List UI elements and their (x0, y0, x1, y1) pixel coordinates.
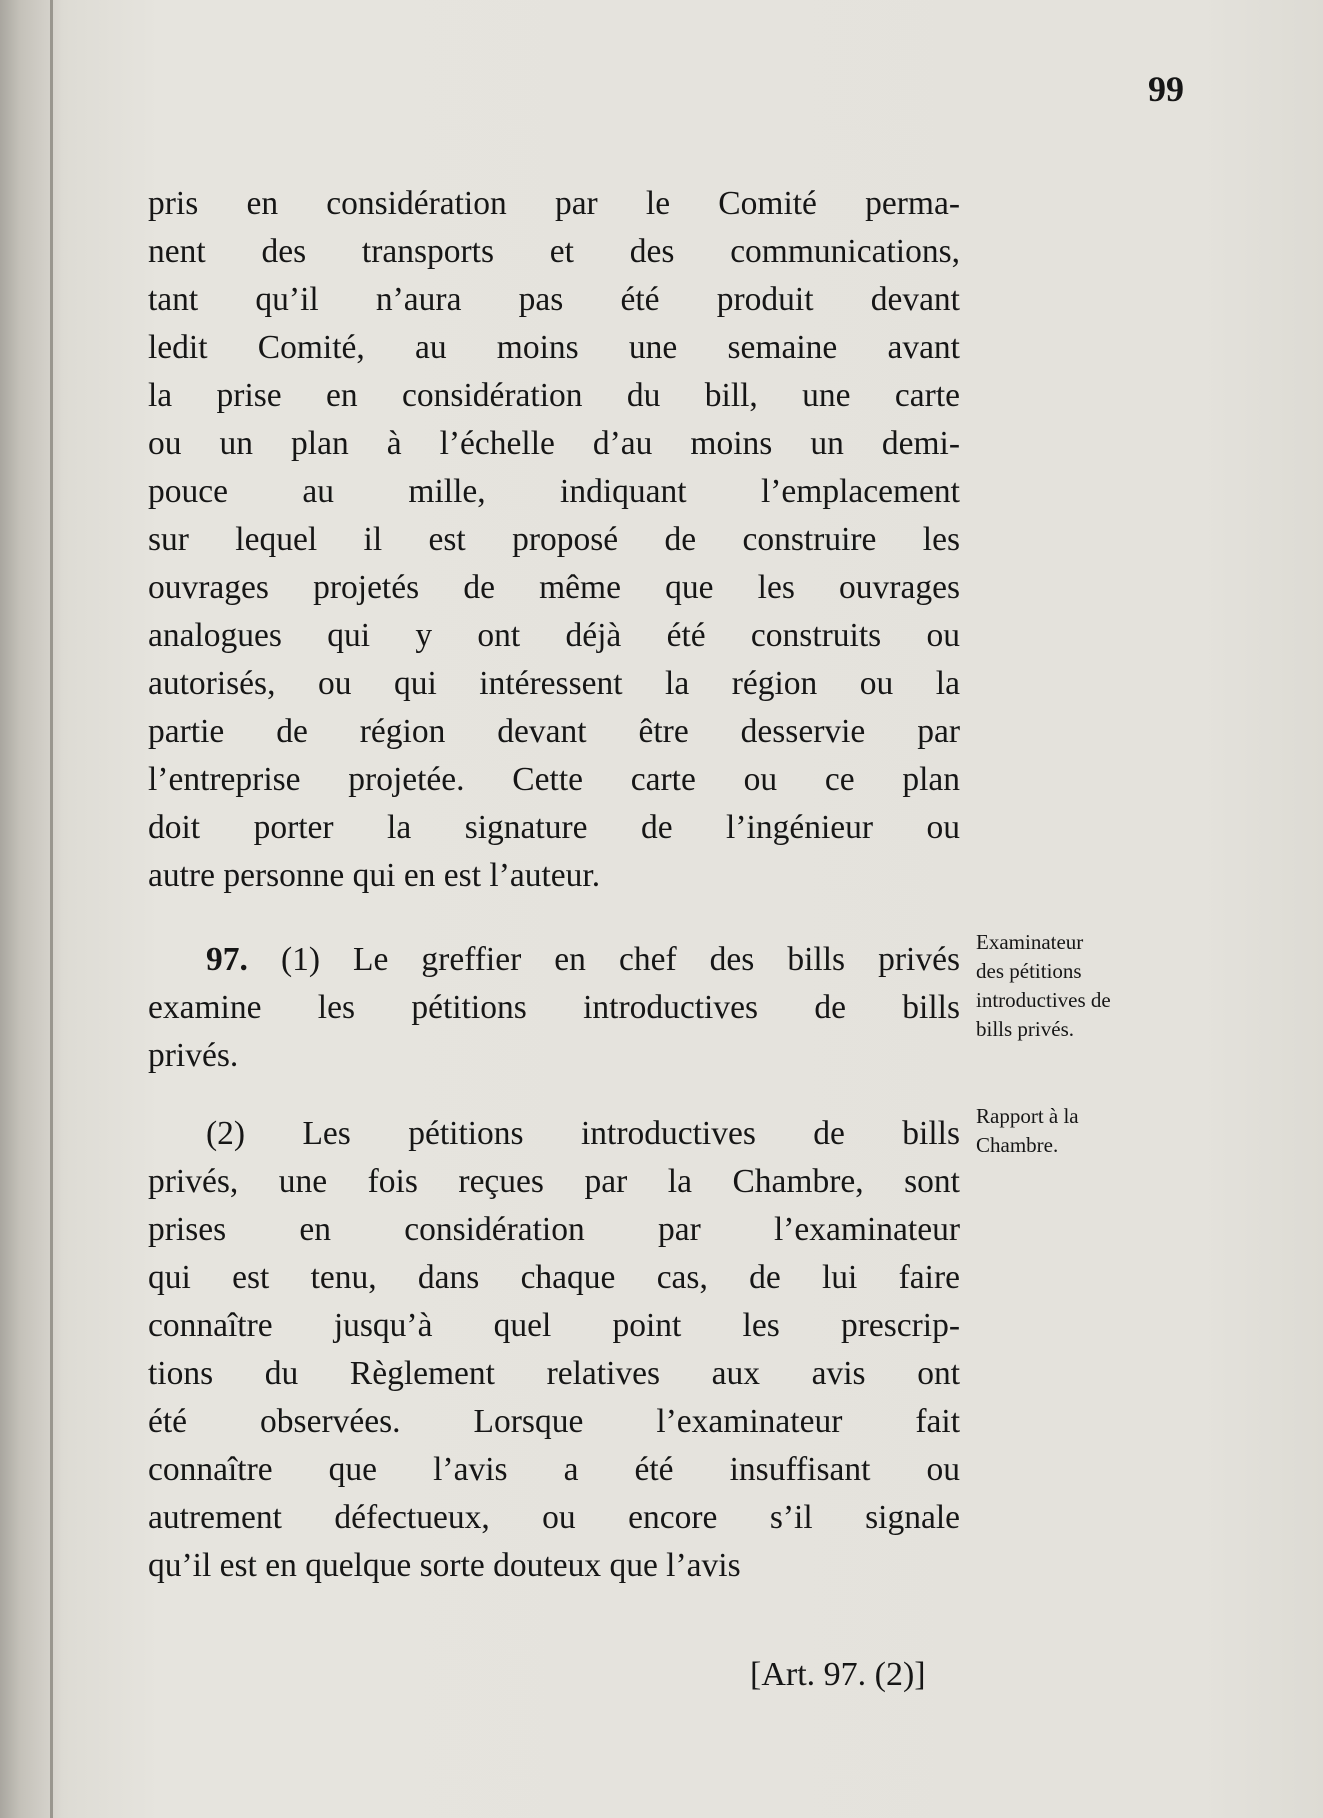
text-line: qu’il est en quelque sorte douteux que l’avis (148, 1547, 741, 1584)
text-line: la prise en considération du bill, une carte (148, 377, 960, 414)
text-line: tant qu’il n’aura pas été produit devant (148, 281, 960, 318)
text-line: (2) Les pétitions introductives de bills (206, 1115, 960, 1152)
text-line: prises en considération par l’examinateur (148, 1211, 960, 1248)
text-line: examine les pétitions introductives de bills (148, 989, 960, 1026)
text-line: sur lequel il est proposé de construire les (148, 521, 960, 558)
margin-note-rapport (976, 1102, 1079, 1160)
margin-note-line: Rapport à la (976, 1104, 1079, 1128)
footer-reference: [Art. 97. (2)] (750, 1656, 926, 1693)
article-97-2 (148, 1110, 960, 1590)
text-line: autre personne qui en est l’auteur. (148, 857, 601, 894)
text-line: ou un plan à l’échelle d’au moins un demi- (148, 425, 960, 462)
margin-note-line: Chambre. (976, 1133, 1059, 1157)
text-line: qui est tenu, dans chaque cas, de lui faire (148, 1259, 960, 1296)
text-line: pouce au mille, indiquant l’emplacement (148, 473, 960, 510)
text-line: privés. (148, 1037, 239, 1074)
text-line: privés, une fois reçues par la Chambre, sont (148, 1163, 960, 1200)
text-line: tions du Règlement relatives aux avis ont (148, 1355, 960, 1392)
text-line: ledit Comité, au moins une semaine avant (148, 329, 960, 366)
text-line: été observées. Lorsque l’examinateur fait (148, 1403, 960, 1440)
paragraph-continuation (148, 180, 960, 900)
margin-note-line: bills privés. (976, 1017, 1074, 1041)
text-line: partie de région devant être desservie par (148, 713, 960, 750)
text-line: connaître jusqu’à quel point les prescrip- (148, 1307, 960, 1344)
margin-note-examinateur (976, 928, 1111, 1044)
text-line: ouvrages projetés de même que les ouvrages (148, 569, 960, 606)
margin-note-line: introductives de (976, 988, 1111, 1012)
text-line: connaître que l’avis a été insuffisant ou (148, 1451, 960, 1488)
binding-edge (50, 0, 53, 1818)
margin-note-line: des pétitions (976, 959, 1082, 983)
text-line: pris en considération par le Comité perma- (148, 185, 960, 222)
text-line: nent des transports et des communications, (148, 233, 960, 270)
text-line-content: (1) Le greffier en chef des bills privés (280, 941, 961, 978)
text-line: l’entreprise projetée. Cette carte ou ce plan (148, 761, 960, 798)
text-line: analogues qui y ont déjà été construits ou (148, 617, 960, 654)
article-number: 97. (206, 941, 248, 978)
text-line: doit porter la signature de l’ingénieur ou (148, 809, 960, 846)
article-97-1 (148, 936, 960, 1080)
text-line: autorisés, ou qui intéressent la région ou la (148, 665, 960, 702)
margin-note-line: Examinateur (976, 930, 1084, 954)
page-number: 99 (1148, 69, 1184, 109)
text-line: autrement défectueux, ou encore s’il signale (148, 1499, 960, 1536)
text-line (148, 936, 960, 984)
